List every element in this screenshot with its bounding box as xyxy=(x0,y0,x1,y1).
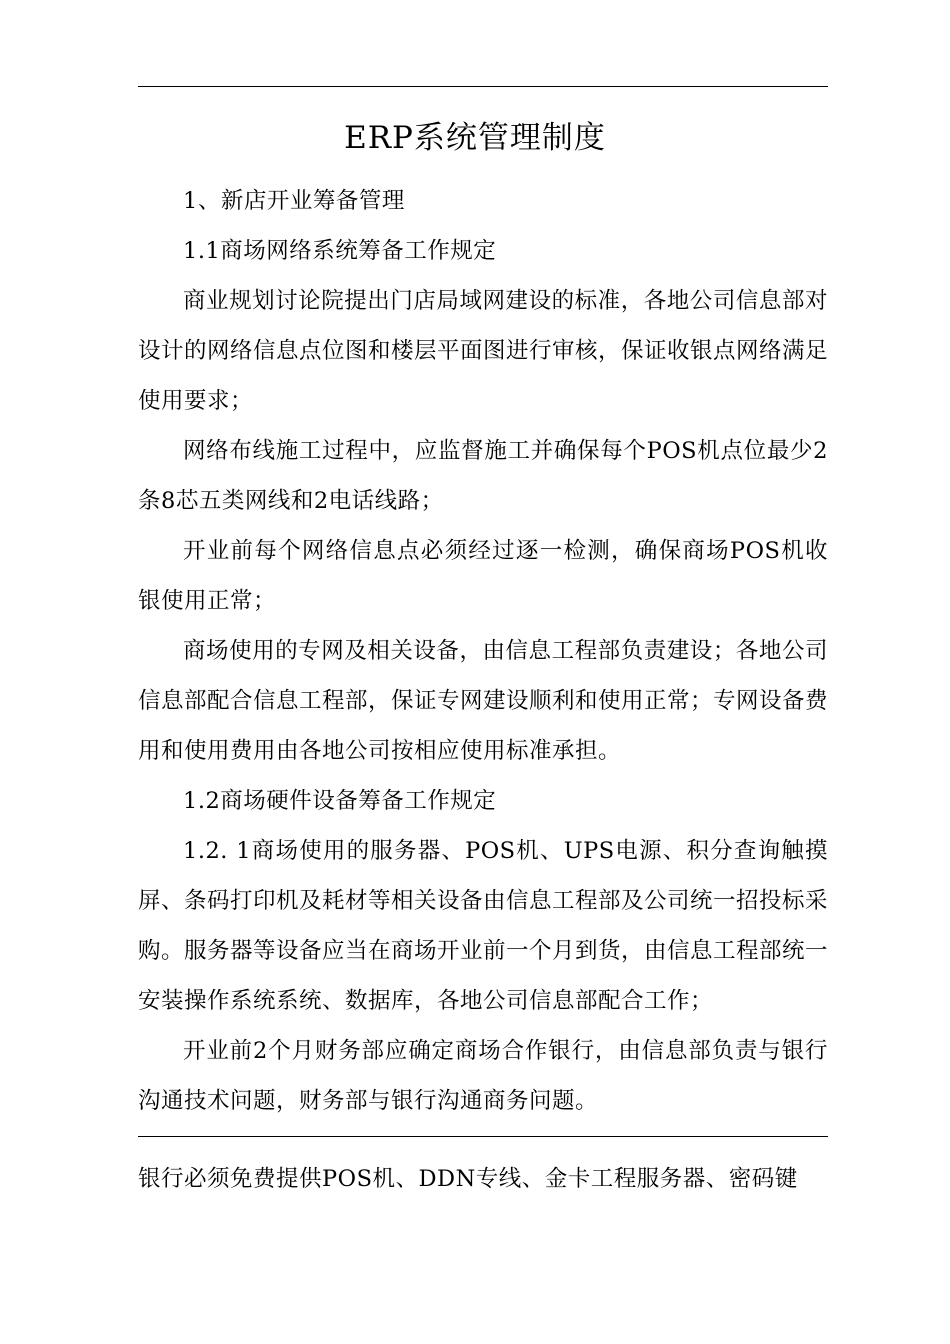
next-page-text: 银行必须免费提供POS机、DDN专线、金卡工程服务器、密码键 xyxy=(138,1166,798,1192)
paragraph-inspection: 开业前每个网络信息点必须经过逐一检测，确保商场POS机收银使用正常； xyxy=(138,538,828,614)
subsection-heading-1-1: 1.1商场网络系统筹备工作规定 xyxy=(183,238,497,264)
subsection-heading-1-2: 1.2商场硬件设备筹备工作规定 xyxy=(183,788,497,814)
paragraph-cabling: 网络布线施工过程中，应监督施工并确保每个POS机点位最少2条8芯五类网线和2电话线路； xyxy=(138,438,828,514)
paragraph-private-network: 商场使用的专网及相关设备，由信息工程部负责建设；各地公司信息部配合信息工程部，保证专网建设顺利和使用正常；专网设备费用和使用费用由各地公司按相应使用标准承担。 xyxy=(138,638,829,764)
document-body xyxy=(138,176,828,1126)
section-heading-1: 1、新店开业筹备管理 xyxy=(183,188,405,214)
document-title: ERP系统管理制度 xyxy=(344,120,606,156)
paragraph-hardware-procurement: 1.2. 1商场使用的服务器、POS机、UPS电源、积分查询触摸屏、条码打印机及耗材等相关设备由信息工程部及公司统一招投标采购。服务器等设备应当在商场开业前一个月到货，由信息工程部统一安装操作系统系统、数据库，各地公司信息部配合工作； xyxy=(138,838,829,1014)
paragraph-network-standard: 商业规划讨论院提出门店局域网建设的标准，各地公司信息部对设计的网络信息点位图和楼层平面图进行审核，保证收银点网络满足使用要求； xyxy=(138,288,829,414)
page-break-divider xyxy=(138,1136,828,1137)
top-divider xyxy=(138,86,828,87)
paragraph-bank-cooperation: 开业前2个月财务部应确定商场合作银行，由信息部负责与银行沟通技术问题，财务部与银行沟通商务问题。 xyxy=(138,1038,828,1114)
